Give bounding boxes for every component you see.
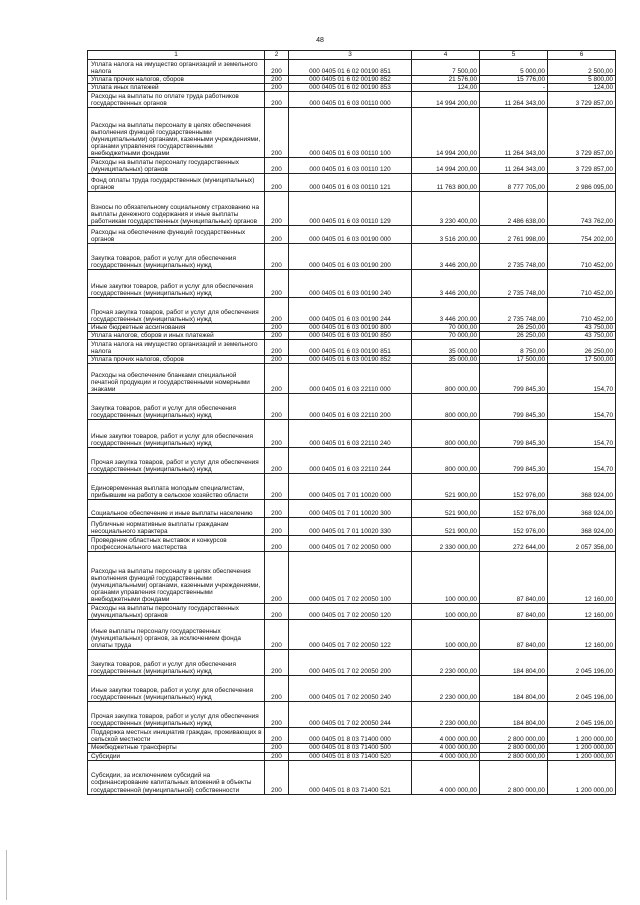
row-unexecuted-amount-cell: 124,00	[548, 84, 616, 92]
row-unexecuted-amount-cell: 1 200 000,00	[548, 752, 616, 760]
row-executed-amount-cell: 799 845,30	[480, 364, 548, 394]
row-code-cell: 200	[265, 364, 289, 394]
row-executed-amount-cell: 11 264 343,00	[480, 158, 548, 174]
row-executed-amount-cell: 2 735 748,00	[480, 298, 548, 324]
row-name-cell: Иные закупки товаров, работ и услуг для обеспечения государственных (муниципальных) нужд	[88, 420, 265, 448]
row-unexecuted-amount-cell: 154,70	[548, 420, 616, 448]
row-approved-amount-cell: 70 000,00	[412, 332, 480, 340]
row-code-cell: 200	[265, 324, 289, 332]
row-unexecuted-amount-cell: 1 200 000,00	[548, 744, 616, 752]
row-code-cell: 200	[265, 92, 289, 108]
row-kbk-cell: 000 0405 01 6 03 22110 000	[289, 364, 412, 394]
row-name-cell: Иные закупки товаров, работ и услуг для обеспечения государственных (муниципальных) нужд	[88, 676, 265, 702]
row-code-cell: 200	[265, 340, 289, 356]
row-executed-amount-cell: 87 840,00	[480, 620, 548, 650]
row-name-cell: Расходы на обеспечение бланками специальной печатной продукции и государственными номерными знаками	[88, 364, 265, 394]
column-header: 4	[412, 51, 480, 60]
row-unexecuted-amount-cell: 368 924,00	[548, 518, 616, 536]
row-executed-amount-cell: 17 500,00	[480, 356, 548, 364]
row-unexecuted-amount-cell: 1 200 000,00	[548, 760, 616, 794]
row-approved-amount-cell: 100 000,00	[412, 604, 480, 620]
row-name-cell: Уплата иных платежей	[88, 84, 265, 92]
row-code-cell: 200	[265, 604, 289, 620]
row-kbk-cell: 000 0405 01 6 03 00190 244	[289, 298, 412, 324]
row-code-cell: 200	[265, 500, 289, 518]
table-row	[88, 324, 616, 332]
row-executed-amount-cell: 184 804,00	[480, 650, 548, 676]
row-code-cell: 200	[265, 518, 289, 536]
column-header: 1	[88, 51, 265, 60]
row-code-cell: 200	[265, 448, 289, 474]
row-name-cell: Закупка товаров, работ и услуг для обеспечения государственных (муниципальных) нужд	[88, 244, 265, 270]
row-kbk-cell: 000 0405 01 6 03 00190 240	[289, 270, 412, 298]
row-kbk-cell: 000 0405 01 8 03 71400 000	[289, 728, 412, 744]
table-row	[88, 518, 616, 536]
table-row	[88, 676, 616, 702]
table-row	[88, 158, 616, 174]
row-kbk-cell: 000 0405 01 7 02 20050 244	[289, 702, 412, 728]
page-number: 48	[316, 37, 324, 44]
table-row	[88, 474, 616, 500]
table-row	[88, 448, 616, 474]
row-code-cell: 200	[265, 270, 289, 298]
table-row	[88, 270, 616, 298]
column-header-row	[88, 51, 616, 60]
table-row	[88, 364, 616, 394]
row-approved-amount-cell: 800 000,00	[412, 420, 480, 448]
row-unexecuted-amount-cell: 154,70	[548, 364, 616, 394]
row-kbk-cell: 000 0405 01 6 03 00190 851	[289, 340, 412, 356]
row-name-cell: Уплата налога на имущество организаций и земельного налога	[88, 60, 265, 76]
row-code-cell: 200	[265, 60, 289, 76]
row-kbk-cell: 000 0405 01 7 02 20050 100	[289, 552, 412, 604]
row-unexecuted-amount-cell: 710 452,00	[548, 244, 616, 270]
row-kbk-cell: 000 0405 01 6 03 00190 000	[289, 226, 412, 244]
column-header: 3	[289, 51, 412, 60]
row-code-cell: 200	[265, 108, 289, 158]
row-name-cell: Прочая закупка товаров, работ и услуг для обеспечения государственных (муниципальных) нужд	[88, 448, 265, 474]
row-kbk-cell: 000 0405 01 7 01 10020 000	[289, 474, 412, 500]
row-unexecuted-amount-cell: 368 924,00	[548, 500, 616, 518]
row-kbk-cell: 000 0405 01 6 02 00190 851	[289, 60, 412, 76]
table-row	[88, 108, 616, 158]
row-unexecuted-amount-cell: 154,70	[548, 448, 616, 474]
row-name-cell: Расходы на выплаты персоналу в целях обеспечения выполнения функций государственными (муниципальными) органами, казенными учреждениями, органами управления государственными внебюджетными фондами	[88, 108, 265, 158]
row-name-cell: Межбюджетные трансферты	[88, 744, 265, 752]
row-approved-amount-cell: 14 994 200,00	[412, 108, 480, 158]
row-name-cell: Уплата налогов, сборов и иных платежей	[88, 332, 265, 340]
row-unexecuted-amount-cell: 3 729 857,00	[548, 158, 616, 174]
budget-execution-table	[87, 50, 616, 795]
row-kbk-cell: 000 0405 01 7 02 20050 240	[289, 676, 412, 702]
table-row	[88, 244, 616, 270]
row-code-cell: 200	[265, 744, 289, 752]
table-row	[88, 604, 616, 620]
row-kbk-cell: 000 0405 01 6 03 00110 129	[289, 192, 412, 226]
table-row	[88, 394, 616, 420]
table-row	[88, 332, 616, 340]
row-approved-amount-cell: 521 900,00	[412, 518, 480, 536]
row-executed-amount-cell: 799 845,30	[480, 394, 548, 420]
row-unexecuted-amount-cell: 3 729 857,00	[548, 108, 616, 158]
row-code-cell: 200	[265, 420, 289, 448]
table-row	[88, 760, 616, 794]
row-code-cell: 200	[265, 226, 289, 244]
table-row	[88, 60, 616, 76]
row-code-cell: 200	[265, 650, 289, 676]
row-code-cell: 200	[265, 192, 289, 226]
row-code-cell: 200	[265, 356, 289, 364]
row-approved-amount-cell: 3 446 200,00	[412, 244, 480, 270]
row-approved-amount-cell: 3 516 200,00	[412, 226, 480, 244]
table-row	[88, 92, 616, 108]
table-row	[88, 702, 616, 728]
row-approved-amount-cell: 14 994 200,00	[412, 92, 480, 108]
row-code-cell: 200	[265, 174, 289, 192]
table-row	[88, 76, 616, 84]
row-code-cell: 200	[265, 752, 289, 760]
row-executed-amount-cell: 2 735 748,00	[480, 270, 548, 298]
row-name-cell: Уплата прочих налогов, сборов	[88, 76, 265, 84]
row-approved-amount-cell: 521 900,00	[412, 474, 480, 500]
table-row	[88, 226, 616, 244]
table-row	[88, 744, 616, 752]
column-header: 5	[480, 51, 548, 60]
row-executed-amount-cell: 2 486 638,00	[480, 192, 548, 226]
row-kbk-cell: 000 0405 01 6 03 00190 800	[289, 324, 412, 332]
row-code-cell: 200	[265, 332, 289, 340]
table-row	[88, 174, 616, 192]
row-unexecuted-amount-cell: 3 729 857,00	[548, 92, 616, 108]
row-executed-amount-cell: 184 804,00	[480, 676, 548, 702]
row-code-cell: 200	[265, 394, 289, 420]
row-kbk-cell: 000 0405 01 7 01 10020 300	[289, 500, 412, 518]
table-row	[88, 728, 616, 744]
row-code-cell: 200	[265, 474, 289, 500]
row-name-cell: Закупка товаров, работ и услуг для обеспечения государственных (муниципальных) нужд	[88, 650, 265, 676]
row-kbk-cell: 000 0405 01 6 03 00190 850	[289, 332, 412, 340]
row-approved-amount-cell: 100 000,00	[412, 552, 480, 604]
row-kbk-cell: 000 0405 01 6 02 00190 853	[289, 84, 412, 92]
row-kbk-cell: 000 0405 01 6 02 00190 852	[289, 76, 412, 84]
row-name-cell: Единовременная выплата молодым специалистам, прибывшим на работу в сельское хозяйство области	[88, 474, 265, 500]
row-code-cell: 200	[265, 728, 289, 744]
row-code-cell: 200	[265, 620, 289, 650]
row-executed-amount-cell: 11 264 343,00	[480, 92, 548, 108]
row-name-cell: Расходы на обеспечение функций государственных органов	[88, 226, 265, 244]
row-executed-amount-cell: 272 644,00	[480, 536, 548, 552]
row-kbk-cell: 000 0405 01 8 03 71400 500	[289, 744, 412, 752]
scan-edge-mark	[6, 850, 7, 900]
row-approved-amount-cell: 800 000,00	[412, 394, 480, 420]
row-approved-amount-cell: 35 000,00	[412, 356, 480, 364]
table-row	[88, 536, 616, 552]
row-executed-amount-cell: 11 264 343,00	[480, 108, 548, 158]
row-code-cell: 200	[265, 76, 289, 84]
row-executed-amount-cell: 2 735 748,00	[480, 244, 548, 270]
row-unexecuted-amount-cell: 5 800,00	[548, 76, 616, 84]
row-unexecuted-amount-cell: 26 250,00	[548, 340, 616, 356]
row-approved-amount-cell: 521 900,00	[412, 500, 480, 518]
row-approved-amount-cell: 3 446 200,00	[412, 298, 480, 324]
row-approved-amount-cell: 124,00	[412, 84, 480, 92]
row-executed-amount-cell: 2 800 000,00	[480, 744, 548, 752]
row-approved-amount-cell: 4 000 000,00	[412, 744, 480, 752]
row-approved-amount-cell: 70 000,00	[412, 324, 480, 332]
row-unexecuted-amount-cell: 12 160,00	[548, 604, 616, 620]
row-kbk-cell: 000 0405 01 6 03 00190 200	[289, 244, 412, 270]
row-kbk-cell: 000 0405 01 6 03 22110 240	[289, 420, 412, 448]
row-name-cell: Фонд оплаты труда государственных (муниципальных) органов	[88, 174, 265, 192]
row-name-cell: Иные закупки товаров, работ и услуг для обеспечения государственных (муниципальных) нужд	[88, 270, 265, 298]
row-approved-amount-cell: 2 230 000,00	[412, 650, 480, 676]
row-unexecuted-amount-cell: 710 452,00	[548, 298, 616, 324]
row-kbk-cell: 000 0405 01 7 02 20050 000	[289, 536, 412, 552]
row-unexecuted-amount-cell: 2 045 196,00	[548, 676, 616, 702]
row-unexecuted-amount-cell: 368 924,00	[548, 474, 616, 500]
row-name-cell: Взносы по обязательному социальному страхованию на выплаты денежного содержания и иные выплаты работникам государственных (муниципальных) органов	[88, 192, 265, 226]
row-approved-amount-cell: 4 000 000,00	[412, 728, 480, 744]
row-approved-amount-cell: 3 446 200,00	[412, 270, 480, 298]
row-kbk-cell: 000 0405 01 7 02 20050 122	[289, 620, 412, 650]
column-header: 2	[265, 51, 289, 60]
row-code-cell: 200	[265, 158, 289, 174]
row-name-cell: Расходы на выплаты персоналу в целях обеспечения выполнения функций государственными (муниципальными) органами, казенными учреждениями, органами управления государственными внебюджетными фондами	[88, 552, 265, 604]
table-body	[88, 60, 616, 795]
table-row	[88, 552, 616, 604]
row-name-cell: Иные выплаты персоналу государственных (муниципальных) органов, за исключением фонда оплаты труда	[88, 620, 265, 650]
row-code-cell: 200	[265, 298, 289, 324]
row-code-cell: 200	[265, 84, 289, 92]
row-code-cell: 200	[265, 676, 289, 702]
row-name-cell: Поддержка местных инициатив граждан, проживающих в сельской местности	[88, 728, 265, 744]
row-code-cell: 200	[265, 702, 289, 728]
row-kbk-cell: 000 0405 01 8 03 71400 520	[289, 752, 412, 760]
row-executed-amount-cell: -	[480, 84, 548, 92]
table-row	[88, 752, 616, 760]
row-unexecuted-amount-cell: 12 160,00	[548, 552, 616, 604]
row-name-cell: Уплата налога на имущество организаций и земельного налога	[88, 340, 265, 356]
row-code-cell: 200	[265, 244, 289, 270]
table-row	[88, 84, 616, 92]
row-approved-amount-cell: 800 000,00	[412, 448, 480, 474]
row-name-cell: Закупка товаров, работ и услуг для обеспечения государственных (муниципальных) нужд	[88, 394, 265, 420]
table-row	[88, 620, 616, 650]
row-executed-amount-cell: 87 840,00	[480, 604, 548, 620]
row-name-cell: Расходы на выплаты персоналу государственных (муниципальных) органов	[88, 604, 265, 620]
row-kbk-cell: 000 0405 01 8 03 71400 521	[289, 760, 412, 794]
row-approved-amount-cell: 11 763 800,00	[412, 174, 480, 192]
row-kbk-cell: 000 0405 01 6 03 00110 100	[289, 108, 412, 158]
row-name-cell: Прочая закупка товаров, работ и услуг для обеспечения государственных (муниципальных) нужд	[88, 702, 265, 728]
row-unexecuted-amount-cell: 743 762,00	[548, 192, 616, 226]
row-approved-amount-cell: 2 230 000,00	[412, 702, 480, 728]
table-row	[88, 420, 616, 448]
column-header: 6	[548, 51, 616, 60]
table-row	[88, 298, 616, 324]
row-name-cell: Социальное обеспечение и иные выплаты населению	[88, 500, 265, 518]
row-kbk-cell: 000 0405 01 6 03 00190 852	[289, 356, 412, 364]
row-name-cell: Расходы на выплаты персоналу государственных (муниципальных) органов	[88, 158, 265, 174]
row-unexecuted-amount-cell: 754 202,00	[548, 226, 616, 244]
row-approved-amount-cell: 3 230 400,00	[412, 192, 480, 226]
row-approved-amount-cell: 21 576,00	[412, 76, 480, 84]
row-executed-amount-cell: 799 845,30	[480, 420, 548, 448]
row-name-cell: Субсидии	[88, 752, 265, 760]
row-unexecuted-amount-cell: 710 452,00	[548, 270, 616, 298]
row-approved-amount-cell: 4 000 000,00	[412, 760, 480, 794]
row-code-cell: 200	[265, 536, 289, 552]
row-executed-amount-cell: 5 000,00	[480, 60, 548, 76]
row-unexecuted-amount-cell: 12 160,00	[548, 620, 616, 650]
table-row	[88, 192, 616, 226]
table-row	[88, 500, 616, 518]
row-executed-amount-cell: 26 250,00	[480, 324, 548, 332]
row-approved-amount-cell: 2 230 000,00	[412, 676, 480, 702]
row-code-cell: 200	[265, 760, 289, 794]
row-unexecuted-amount-cell: 43 750,00	[548, 332, 616, 340]
row-name-cell: Иные бюджетные ассигнования	[88, 324, 265, 332]
row-executed-amount-cell: 799 845,30	[480, 448, 548, 474]
row-kbk-cell: 000 0405 01 6 03 00110 121	[289, 174, 412, 192]
row-executed-amount-cell: 152 976,00	[480, 500, 548, 518]
row-executed-amount-cell: 152 976,00	[480, 518, 548, 536]
row-unexecuted-amount-cell: 1 200 000,00	[548, 728, 616, 744]
row-name-cell: Публичные нормативные выплаты гражданам несоциального характера	[88, 518, 265, 536]
row-unexecuted-amount-cell: 43 750,00	[548, 324, 616, 332]
row-approved-amount-cell: 14 994 200,00	[412, 158, 480, 174]
row-approved-amount-cell: 100 000,00	[412, 620, 480, 650]
row-approved-amount-cell: 800 000,00	[412, 364, 480, 394]
row-name-cell: Уплата прочих налогов, сборов	[88, 356, 265, 364]
row-approved-amount-cell: 35 000,00	[412, 340, 480, 356]
row-name-cell: Расходы на выплаты по оплате труда работников государственных органов	[88, 92, 265, 108]
row-executed-amount-cell: 15 776,00	[480, 76, 548, 84]
row-kbk-cell: 000 0405 01 6 03 22110 200	[289, 394, 412, 420]
row-executed-amount-cell: 152 976,00	[480, 474, 548, 500]
row-code-cell: 200	[265, 552, 289, 604]
row-kbk-cell: 000 0405 01 7 02 20050 200	[289, 650, 412, 676]
row-unexecuted-amount-cell: 2 986 095,00	[548, 174, 616, 192]
row-unexecuted-amount-cell: 2 057 356,00	[548, 536, 616, 552]
row-kbk-cell: 000 0405 01 7 01 10020 330	[289, 518, 412, 536]
row-kbk-cell: 000 0405 01 6 03 00110 000	[289, 92, 412, 108]
row-kbk-cell: 000 0405 01 6 03 22110 244	[289, 448, 412, 474]
row-unexecuted-amount-cell: 2 045 196,00	[548, 702, 616, 728]
row-name-cell: Проведение областных выставок и конкурсов профессионального мастерства	[88, 536, 265, 552]
row-unexecuted-amount-cell: 2 045 196,00	[548, 650, 616, 676]
row-name-cell: Прочая закупка товаров, работ и услуг для обеспечения государственных (муниципальных) нужд	[88, 298, 265, 324]
row-executed-amount-cell: 87 840,00	[480, 552, 548, 604]
row-unexecuted-amount-cell: 17 500,00	[548, 356, 616, 364]
row-executed-amount-cell: 2 761 998,00	[480, 226, 548, 244]
row-approved-amount-cell: 7 500,00	[412, 60, 480, 76]
row-kbk-cell: 000 0405 01 6 03 00110 120	[289, 158, 412, 174]
row-executed-amount-cell: 2 800 000,00	[480, 752, 548, 760]
row-approved-amount-cell: 4 000 000,00	[412, 752, 480, 760]
row-executed-amount-cell: 8 777 705,00	[480, 174, 548, 192]
row-executed-amount-cell: 26 250,00	[480, 332, 548, 340]
row-executed-amount-cell: 8 750,00	[480, 340, 548, 356]
table-row	[88, 650, 616, 676]
table-row	[88, 356, 616, 364]
row-unexecuted-amount-cell: 154,70	[548, 394, 616, 420]
row-name-cell: Субсидии, за исключением субсидий на софинансирование капитальных вложений в объекты государственной (муниципальной) собственности	[88, 760, 265, 794]
row-executed-amount-cell: 2 800 000,00	[480, 760, 548, 794]
table-row	[88, 340, 616, 356]
row-executed-amount-cell: 184 804,00	[480, 702, 548, 728]
row-executed-amount-cell: 2 800 000,00	[480, 728, 548, 744]
row-kbk-cell: 000 0405 01 7 02 20050 120	[289, 604, 412, 620]
row-approved-amount-cell: 2 330 000,00	[412, 536, 480, 552]
row-unexecuted-amount-cell: 2 500,00	[548, 60, 616, 76]
